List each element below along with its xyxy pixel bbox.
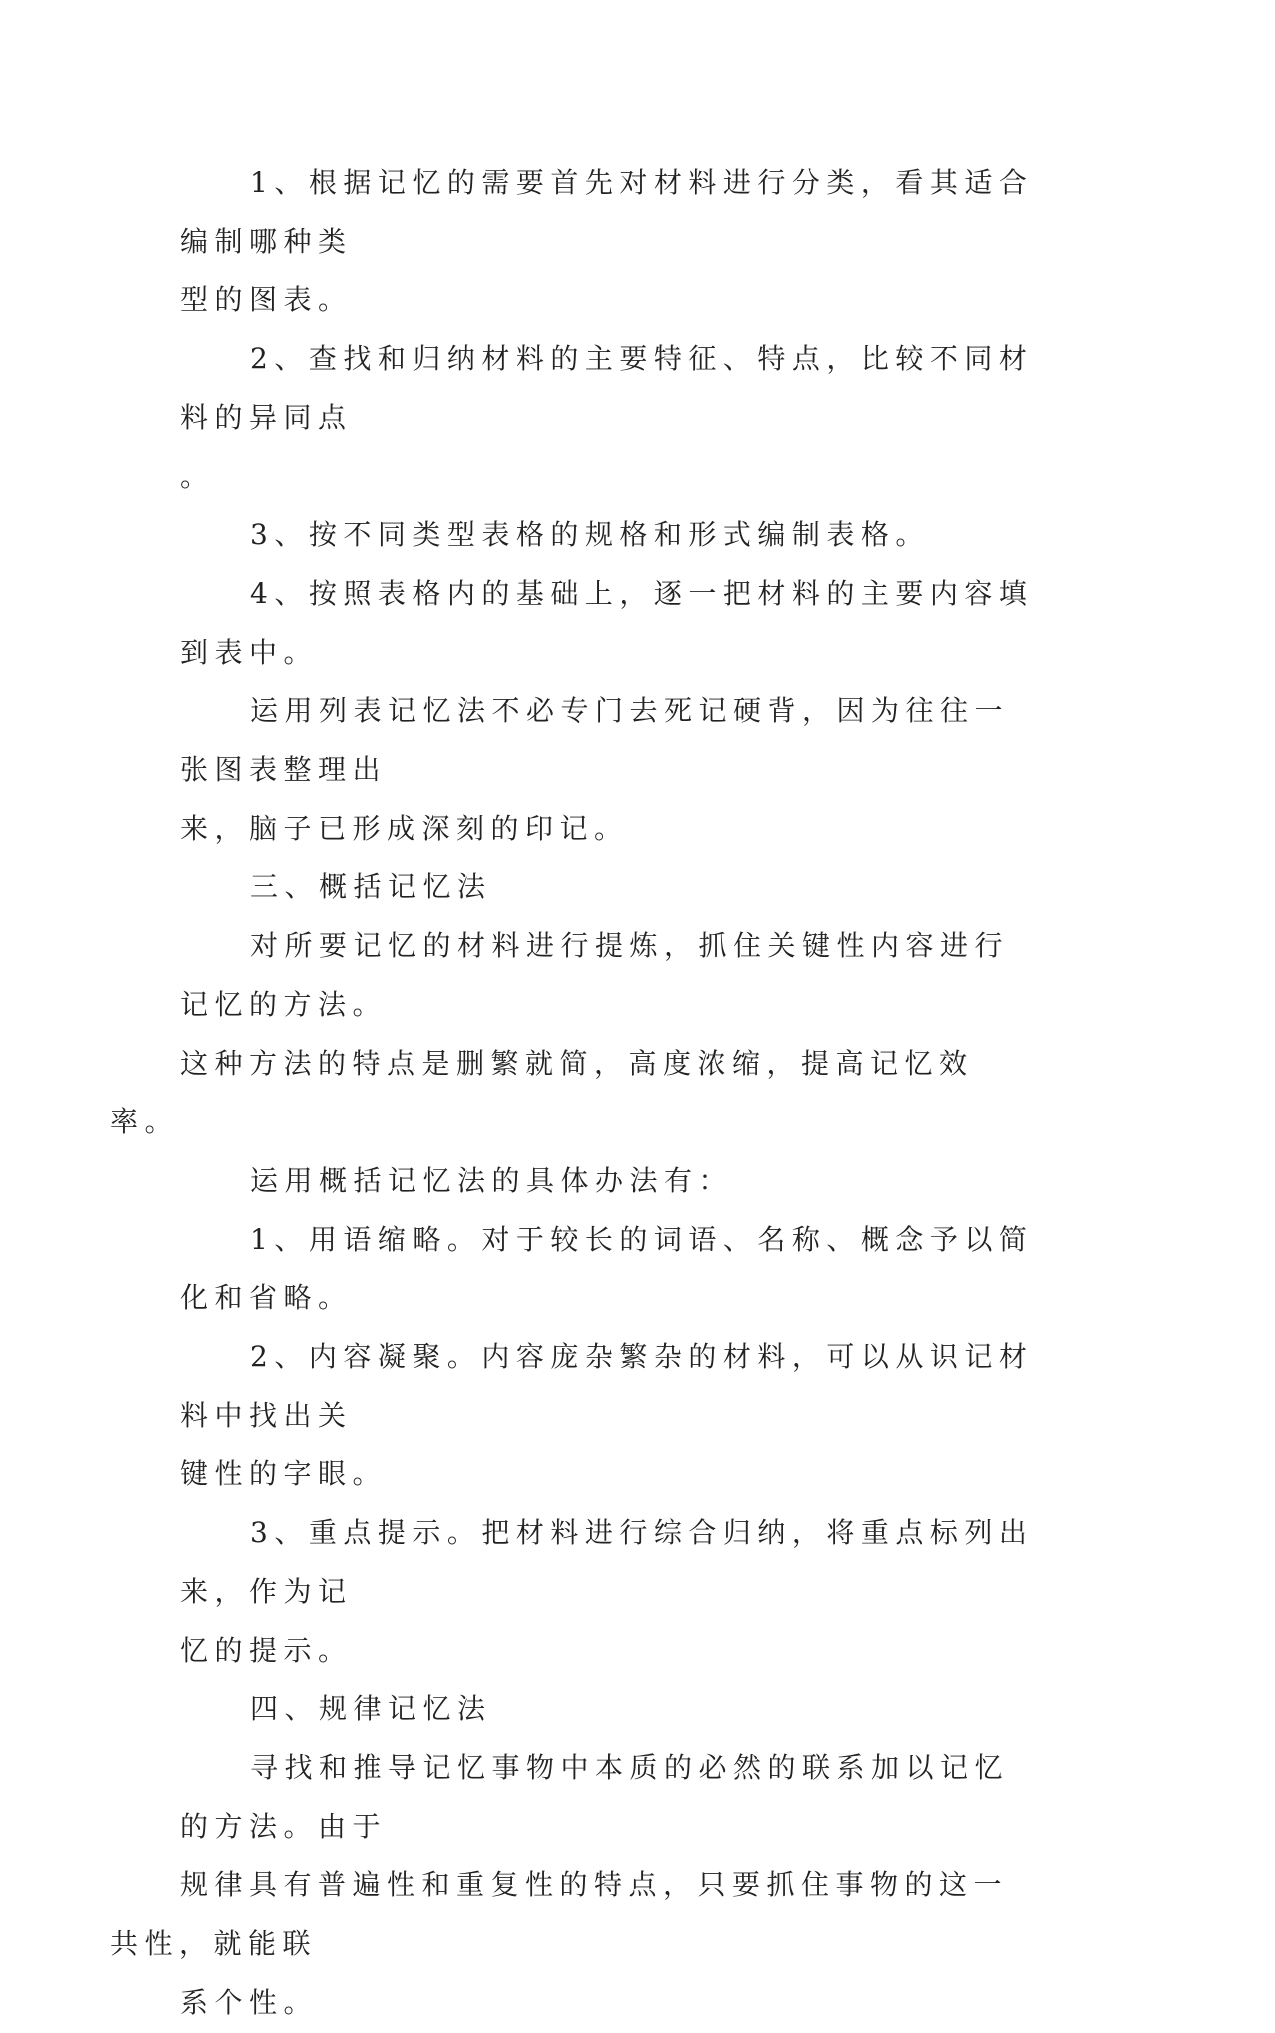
- paragraph-11: [180, 1504, 1040, 1680]
- paragraph-5-line-2: 来，脑子已形成深刻的印记。: [180, 811, 629, 845]
- paragraph-7-line-1: 对所要记忆的材料进行提炼，抓住关键性内容进行记忆的方法。: [180, 929, 1010, 1021]
- paragraph-1: [180, 154, 1040, 330]
- document-body: [110, 154, 1040, 2033]
- paragraph-10-line-2: 键性的字眼。: [180, 1457, 388, 1491]
- paragraph-13-line-3: 系个性。: [180, 1985, 319, 2019]
- paragraph-11-line-1: 3、重点提示。把材料进行综合归纳，将重点标列出来，作为记: [180, 1516, 1034, 1608]
- paragraph-5-line-1: 运用列表记忆法不必专门去死记硬背，因为往往一张图表整理出: [180, 694, 1010, 787]
- paragraph-8-line-1: 运用概括记忆法的具体办法有：: [250, 1163, 734, 1197]
- paragraph-7: [110, 917, 1040, 1152]
- paragraph-3: [180, 506, 1040, 565]
- paragraph-10-line-1: 2、内容凝聚。内容庞杂繁杂的材料，可以从识记材料中找出关: [180, 1340, 1034, 1432]
- paragraph-8: [180, 1152, 1040, 1211]
- paragraph-13-line-2: 规律具有普遍性和重复性的特点，只要抓住事物的这一共性，就能联: [110, 1868, 1009, 1961]
- paragraph-2: [180, 330, 1040, 506]
- paragraph-5: [180, 682, 1040, 858]
- paragraph-1-line-2: 型的图表。: [180, 283, 353, 317]
- section-heading-3: [180, 858, 1040, 917]
- paragraph-4-line-1: 4、按照表格内的基础上，逐一把材料的主要内容填到表中。: [180, 576, 1034, 669]
- paragraph-3-line-1: 3、按不同类型表格的规格和形式编制表格。: [250, 518, 930, 552]
- paragraph-9-line-1: 1、用语缩略。对于较长的词语、名称、概念予以简化和省略。: [180, 1222, 1034, 1315]
- paragraph-11-line-2: 忆的提示。: [180, 1633, 353, 1667]
- paragraph-13-line-1: 寻找和推导记忆事物中本质的必然的联系加以记忆的方法。由于: [180, 1750, 1010, 1843]
- section-heading-3-text: 三、概括记忆法: [250, 870, 492, 904]
- paragraph-1-line-1: 1、根据记忆的需要首先对材料进行分类，看其适合编制哪种类: [180, 166, 1034, 258]
- paragraph-9: [180, 1211, 1040, 1328]
- paragraph-10: [180, 1328, 1040, 1504]
- paragraph-2-line-2: 。: [180, 459, 215, 493]
- paragraph-4: [180, 565, 1040, 682]
- section-heading-4: [180, 1680, 1040, 1739]
- paragraph-2-line-1: 2、查找和归纳材料的主要特征、特点，比较不同材料的异同点: [180, 342, 1034, 434]
- section-heading-4-text: 四、规律记忆法: [250, 1692, 492, 1726]
- paragraph-7-line-2: 这种方法的特点是删繁就简，高度浓缩，提高记忆效率。: [110, 1046, 974, 1139]
- paragraph-13: [110, 1739, 1040, 2033]
